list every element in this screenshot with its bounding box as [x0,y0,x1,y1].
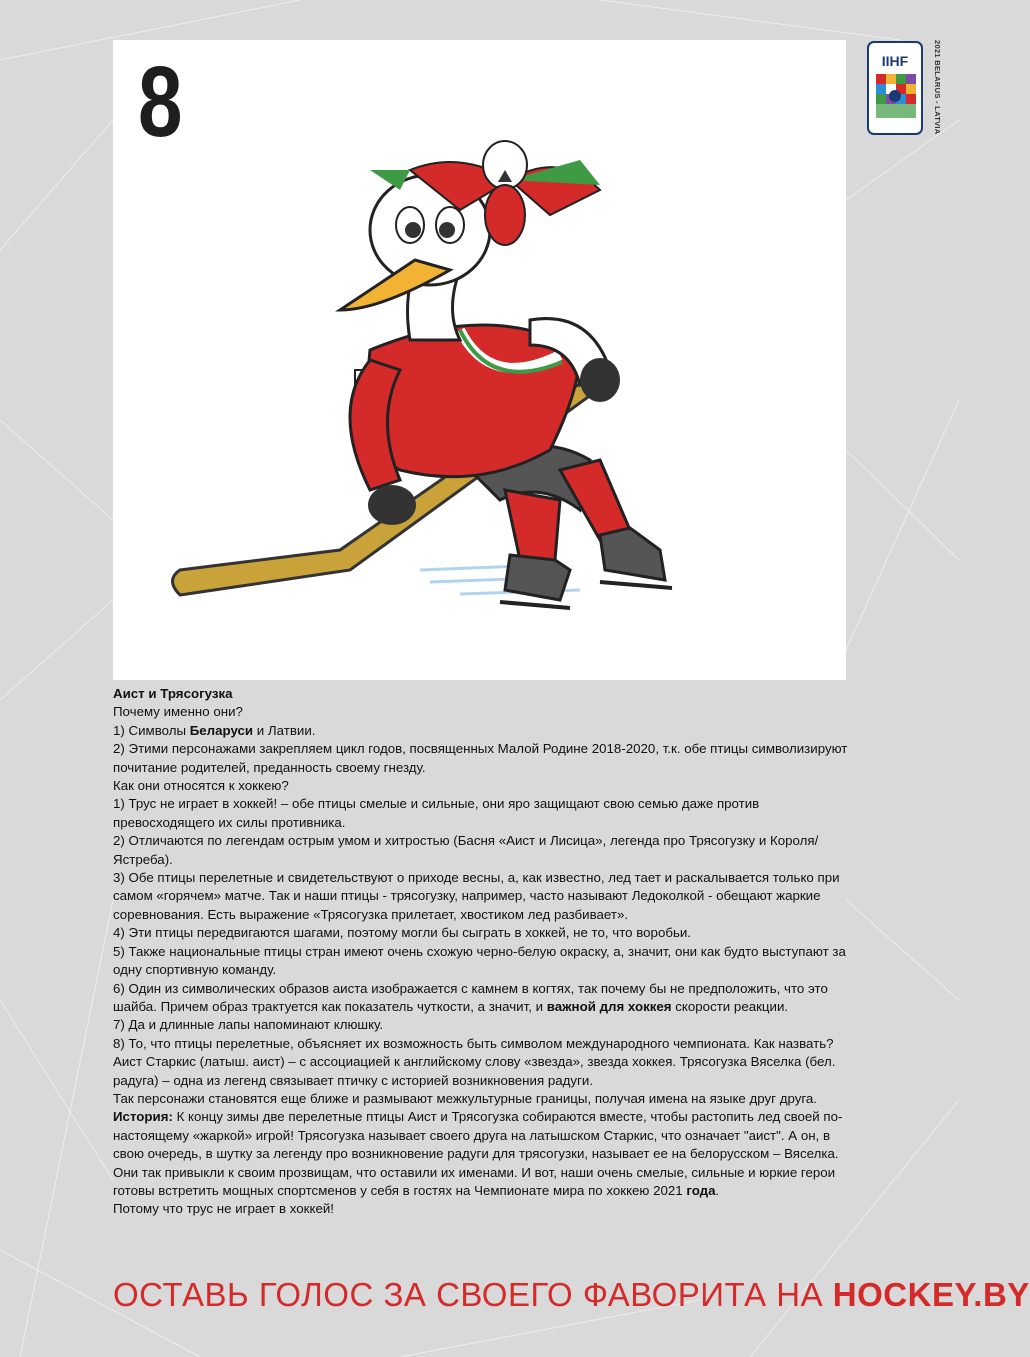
hockey-point-4: 4) Эти птицы передвигаются шагами, поэтому могли бы сыграть в хоккей, не то, что воробьи. [113,925,691,941]
reason-1: 1) Символы Беларуси и Латвии. [113,722,316,738]
reason-2: 2) Этими персонажами закрепляем цикл годов, посвященных Малой Родине 2018-2020, т.к. обе птицы символизируют почитание родителей, преданность своему гнезду. [113,741,848,775]
hockey-point-3: 3) Обе птицы перелетные и свидетельствуют о приходе весны, а, как известно, лед тает и раскалывается только при самом «горячем» матче. Так и наши птицы - трясогузку, например, часто называют Ледоколкой - обещают жаркие соревнования. Есть выражение «Трясогузка прилетает, хвостиком лед разбивает». [113,870,840,922]
vote-call-to-action [113,1276,1030,1314]
hockey-point-1: 1) Трус не играет в хоккей! – обе птицы смелые и сильные, они яро защищают свою семью даже против превосходящего их силы противника. [113,796,760,830]
closing-text: Так персонажи становятся еще ближе и размывают межкультурные границы, получая имена на языке друг друга. [113,1090,818,1106]
mascot-number: 8 [138,46,183,158]
question-hockey: Как они относятся к хоккею? [113,778,289,794]
article-text [113,685,853,1219]
story: История: К концу зимы две перелетные птицы Аист и Трясогузка собираются вместе, чтобы растопить лед своей по-настоящему «жаркой» игрой! Трясогузка называет своего друга на латышском Старкис, что означает "аист". А он, в свою очередь, в шутку за легенду про возникновение радуги для трясогузки, называет ее на белорусском – Вяселка. Они так привыкли к своим прозвищам, что оставили их именами. И вот, наши очень смелые, сильные и юркие герои готовы встретить мощных спортсменов у себя в гостях на Чемпионате мира по хоккею 2021 года. [113,1109,843,1198]
hockey-by-link[interactable]: HOCKEY.BY [832,1276,1030,1313]
hockey-point-6: 6) Один из символических образов аиста изображается с камнем в когтях, так почему бы не предположить, что это шайба. Причем образ трактуется как показатель чуткости, а значит, и важной для хоккея скорости реакции. [113,980,828,1014]
cta-text: ОСТАВЬ ГОЛОС ЗА СВОЕГО ФАВОРИТА НА [113,1276,833,1313]
hockey-point-5: 5) Также национальные птицы стран имеют очень схожую черно-белую окраску, а, значит, они как будто выступают за одну спортивную команду. [113,943,846,978]
tournament-label: 2021 BELARUS - LATVIA [933,40,942,135]
final-line: Потому что трус не играет в хоккей! [113,1201,334,1217]
hockey-point-8: 8) То, что птицы перелетные, объясняет их возможность быть символом международного чемпионата. Как назвать? Аист Старкис (латыш. аист) – с ассоциацией к английскому слову «звезда», звезда хоккея. Трясогузка Вяселка (бел. радуга) – одна из легенд связывает птичку с историей возникновения радуги. [113,1035,836,1088]
hockey-point-2: 2) Отличаются по легендам острым умом и хитростью (Басня «Аист и Лисица», легенда про Трясогузку и Короля/Ястреба). [113,833,819,867]
iihf-logo [866,40,926,140]
stork-wagtail-mascot-illustration [160,130,720,650]
question-why: Почему именно они? [113,704,243,720]
iihf-text: IIHF [881,53,909,69]
hockey-point-7: 7) Да и длинные лапы напоминают клюшку. [113,1017,384,1033]
article-title: Аист и Трясогузка [113,686,233,701]
